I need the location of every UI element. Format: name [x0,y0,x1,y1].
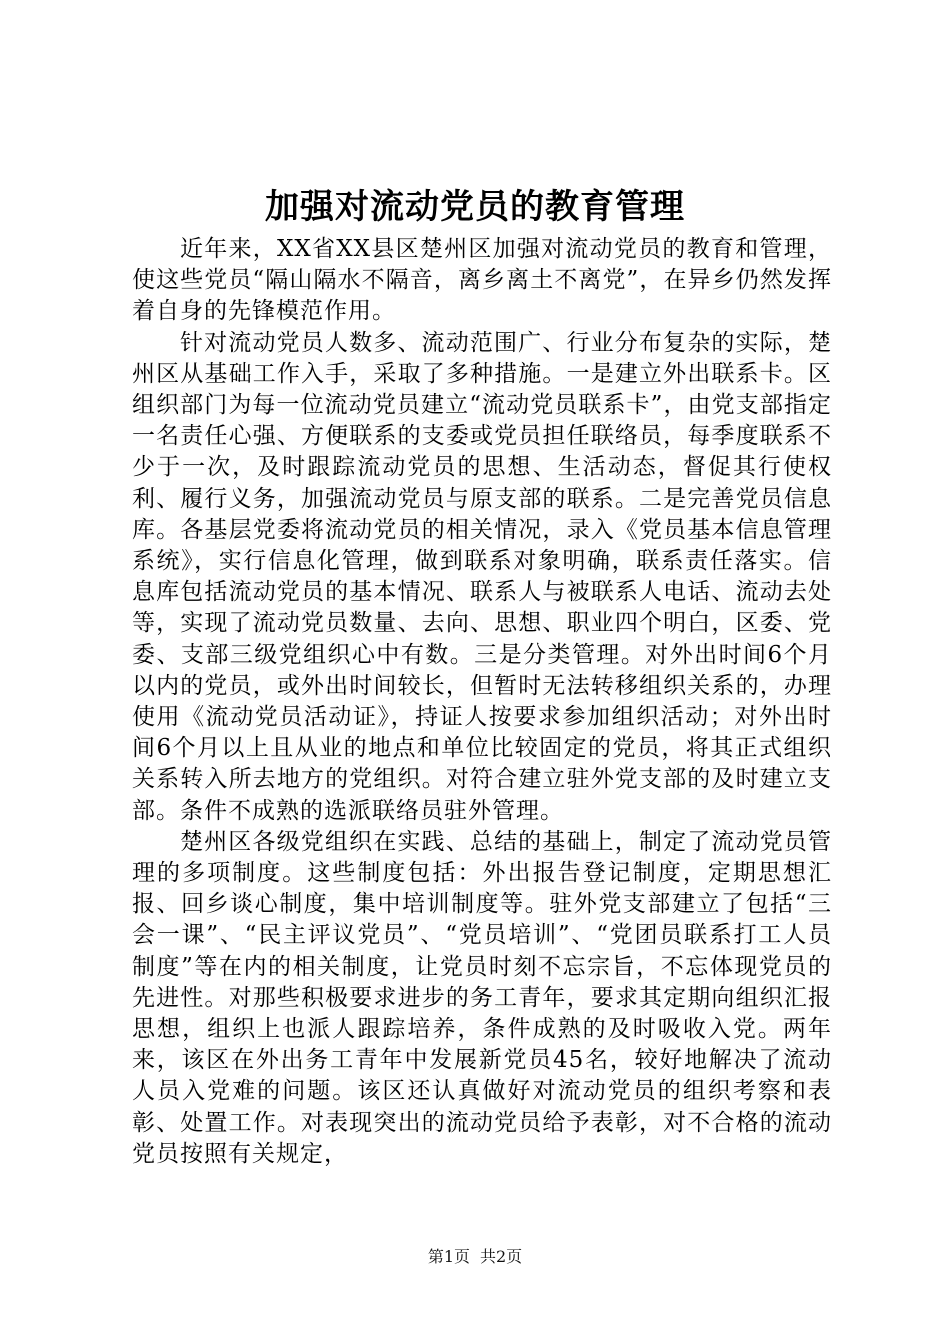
body-paragraph-2: 针对流动党员人数多、流动范围广、行业分布复杂的实际，楚州区从基础工作入手，采取了多种措施。一是建立外出联系卡。区组织部门为每一位流动党员建立“流动党员联系卡”，由党支部指定一名责任心强、方便联系的支委或党员担任联络员，每季度联系不少于一次，及时跟踪流动党员的思想、生活动态，督促其行使权利、履行义务，加强流动党员与原支部的联系。二是完善党员信息库。各基层党委将流动党员的相关情况，录入《党员基本信息管理系统》，实行信息化管理，做到联系对象明确，联系责任落实。信息库包括流动党员的基本情况、联系人与被联系人电话、流动去处等，实现了流动党员数量、去向、思想、职业四个明白，区委、党委、支部三级党组织心中有数。三是分类管理。对外出时间6个月以内的党员，或外出时间较长，但暂时无法转移组织关系的，办理使用《流动党员活动证》，持证人按要求参加组织活动；对外出时间6个月以上且从业的地点和单位比较固定的党员，将其正式组织关系转入所去地方的党组织。对符合建立驻外党支部的及时建立支部。条件不成熟的选派联络员驻外管理。 [132,329,832,824]
body-paragraph-3: 楚州区各级党组织在实践、总结的基础上，制定了流动党员管理的多项制度。这些制度包括：外出报告登记制度，定期思想汇报、回乡谈心制度，集中培训制度等。驻外党支部建立了包括“三会一课”、“民主评议党员”、“党员培训”、“党团员联系打工人员制度”等在内的相关制度，让党员时刻不忘宗旨，不忘体现党员的先进性。对那些积极要求进步的务工青年，要求其定期向组织汇报思想，组织上也派人跟踪培养，条件成熟的及时吸收入党。两年来，该区在外出务工青年中发展新党员45名，较好地解决了流动人员入党难的问题。该区还认真做好对流动党员的组织考察和表彰、处置工作。对表现突出的流动党员给予表彰，对不合格的流动党员按照有关规定， [132,828,832,1167]
page-footer [0,1246,950,1268]
document-body [132,234,832,1170]
body-paragraph-1: 近年来，XX省XX县区楚州区加强对流动党员的教育和管理，使这些党员“隔山隔水不隔音，离乡离土不离党”，在异乡仍然发挥着自身的先锋模范作用。 [132,236,832,325]
page-total: 共2页 [480,1247,523,1266]
page-number: 第1页 [427,1247,470,1266]
document-title: 加强对流动党员的教育管理 [265,187,685,227]
